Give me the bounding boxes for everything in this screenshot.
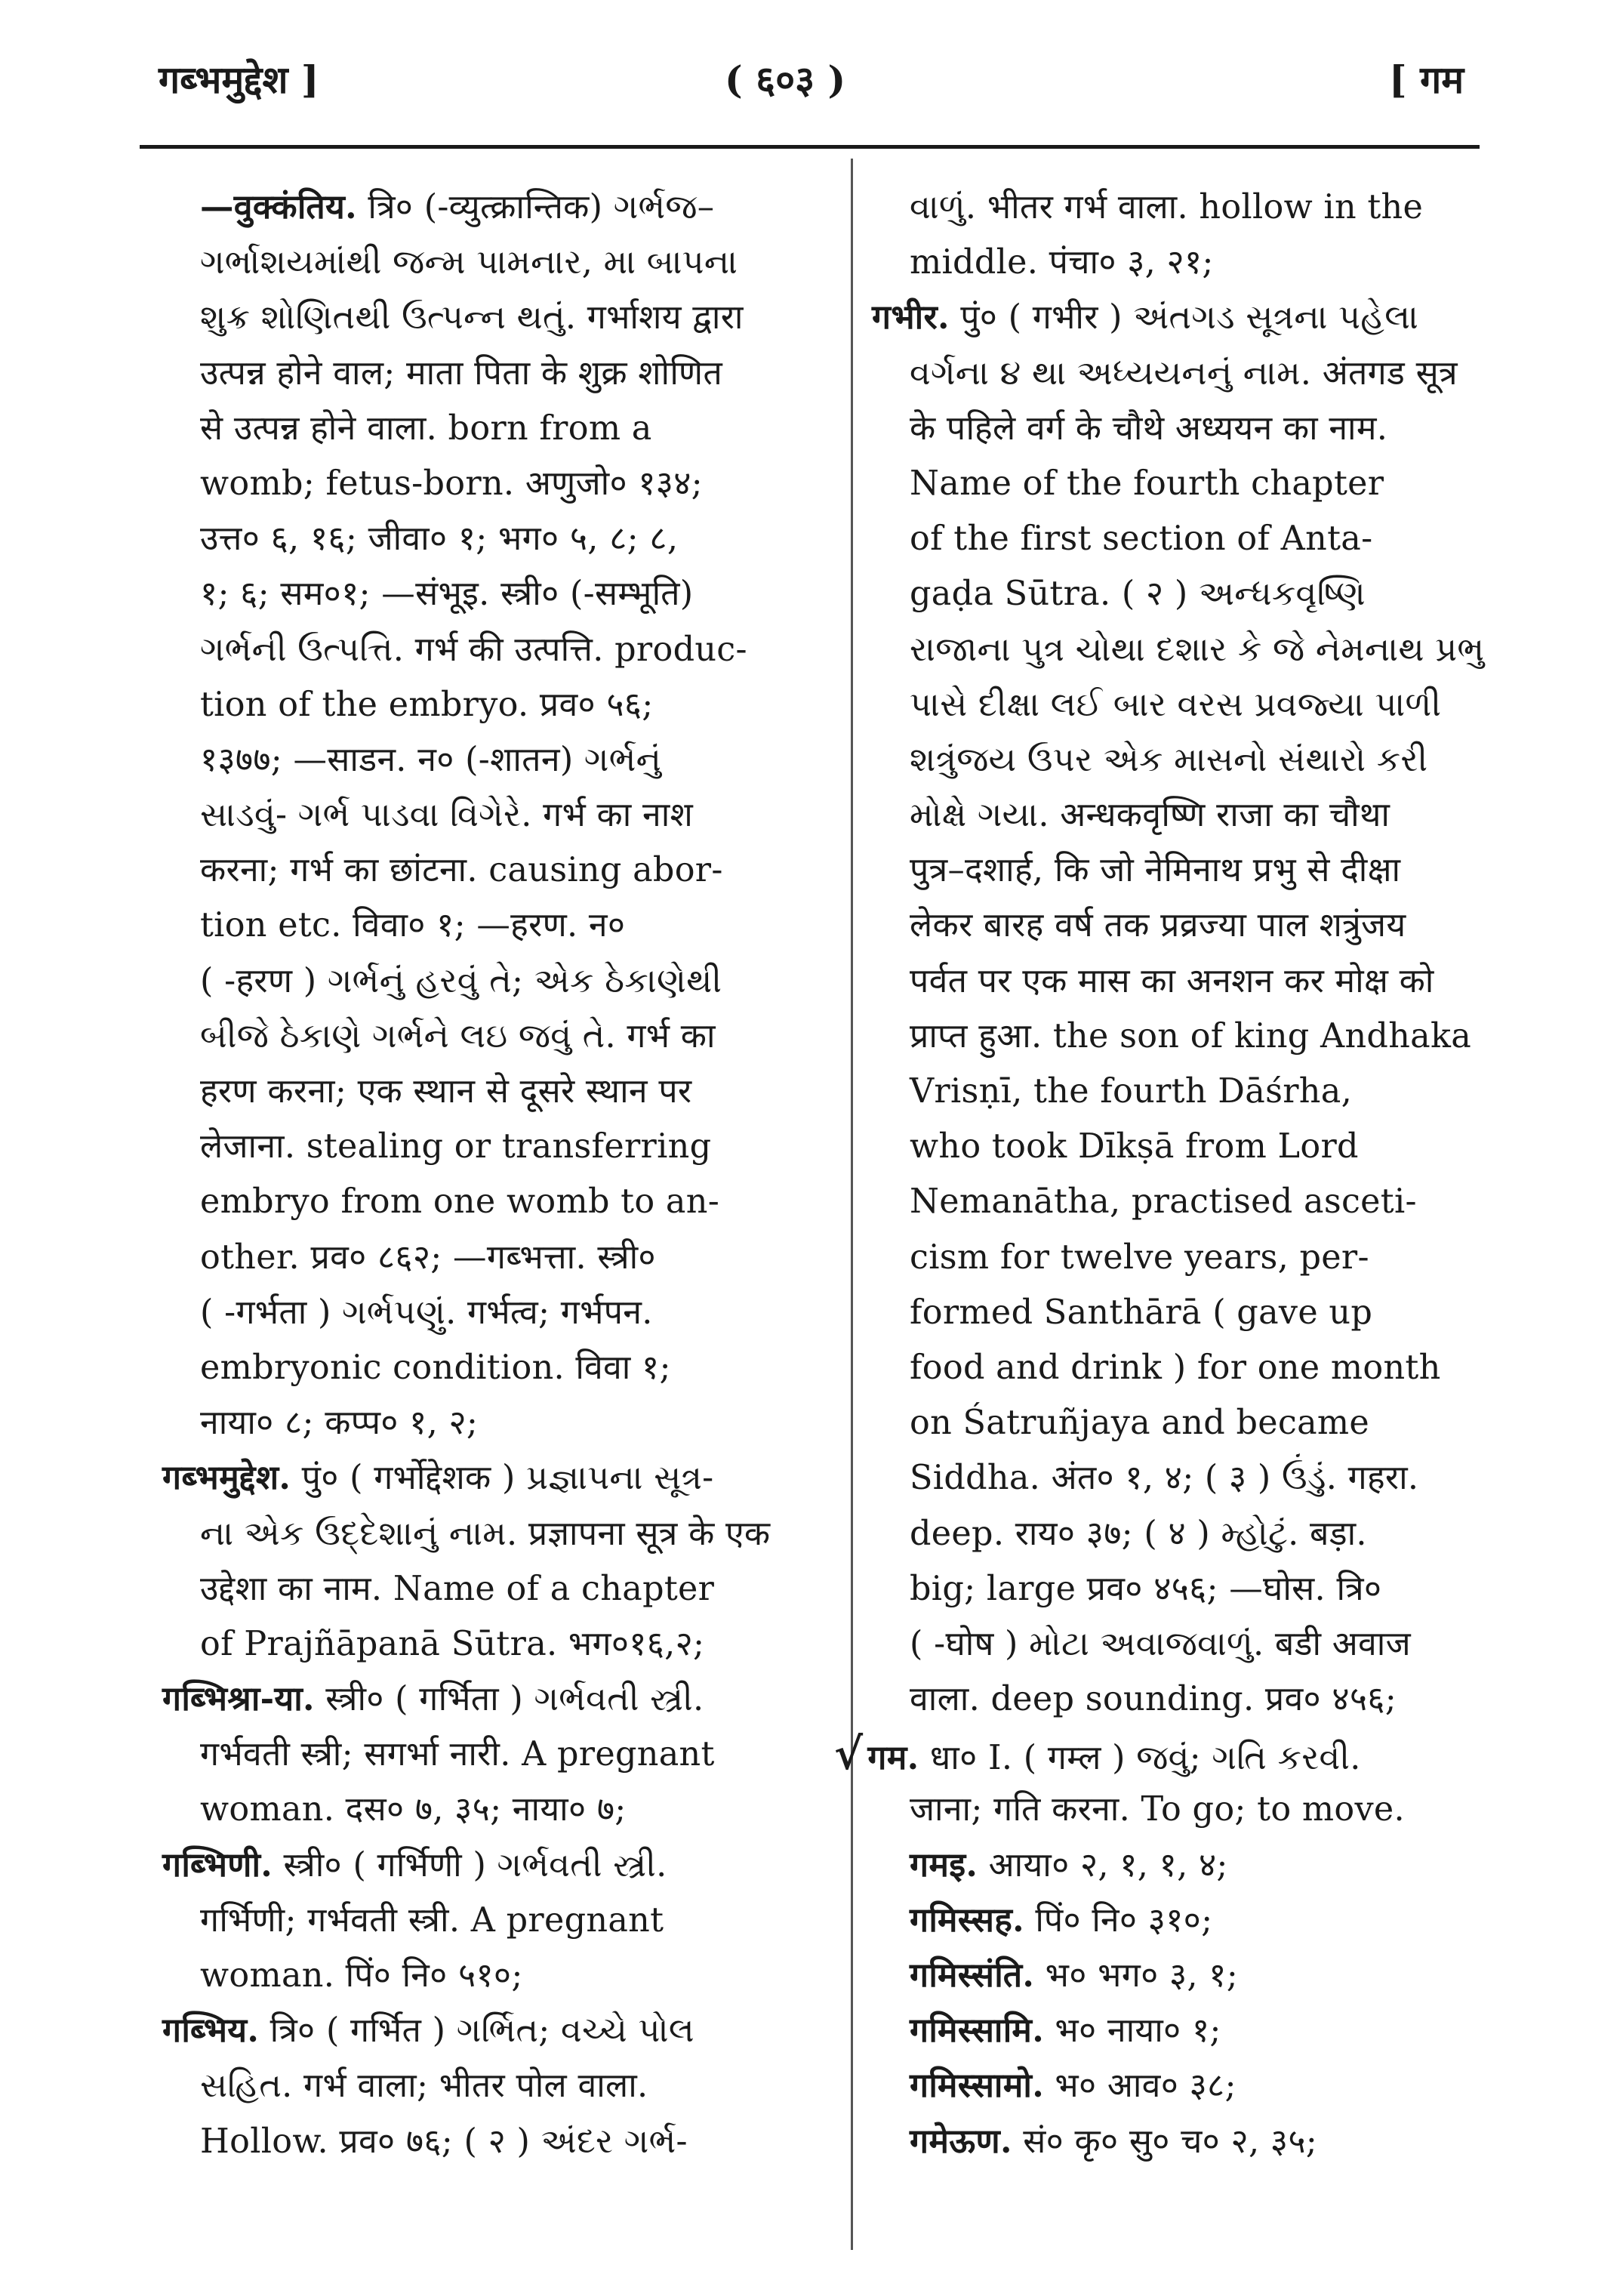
entry-text: other. प्रव० ८६२; —गब्भत्ता. स्त्री० — [200, 1237, 656, 1277]
entry-text: formed Santhārā ( gave up — [910, 1293, 1373, 1332]
entry-text: food and drink ) for one month — [910, 1348, 1441, 1387]
text-line — [162, 622, 827, 677]
text-line — [162, 1009, 827, 1064]
text-line — [162, 954, 827, 1009]
headword: गमइ. — [910, 1845, 978, 1885]
entry-text: आया० २, १, १, ४; — [978, 1845, 1228, 1885]
entry-text: उत्त० ६, १६; जीवा० १; भग० ५, ८; ८, — [200, 519, 679, 559]
entry-text: deep. राय० ३७; ( ४ ) મ્હોટું. बड़ा. — [910, 1514, 1367, 1553]
text-line — [872, 1672, 1536, 1727]
entry-text: लेजाना. stealing or transferring — [200, 1127, 712, 1166]
text-line — [162, 787, 827, 843]
text-line — [872, 787, 1536, 843]
text-line — [162, 732, 827, 787]
text-line — [872, 1064, 1536, 1119]
text-line — [872, 1561, 1536, 1616]
entry-text: Siddha. अंत० १, ४; ( ३ ) ઉંડું. गहरा. — [910, 1459, 1419, 1498]
text-line — [162, 401, 827, 456]
entry-text: woman. दस० ७, ३५; नाया० ७; — [200, 1790, 627, 1829]
headword: —वुक्कंतिय. — [200, 187, 357, 227]
text-line — [872, 1450, 1536, 1505]
entry-text: उद्देशा का नाम. Name of a chapter — [200, 1569, 715, 1608]
text-line — [162, 1782, 827, 1837]
text-line — [162, 1340, 827, 1395]
text-line — [872, 566, 1536, 621]
text-line — [162, 511, 827, 566]
text-line — [872, 954, 1536, 1009]
text-line — [162, 1285, 827, 1340]
entry-text: gaḍa Sūtra. ( २ ) અન્ધકવૃષ્ણિ — [910, 575, 1366, 614]
entry-text: पुं० ( गभीर ) અંતગડ સૂત્રના પહેલા — [949, 298, 1419, 337]
text-line — [872, 1285, 1536, 1340]
entry-text: गर्भिणी; गर्भवती स्त्री. A pregnant — [200, 1900, 664, 1940]
entry-text: સહિત. गर्भ वाला; भीतर पोल वाला. — [200, 2066, 648, 2106]
text-line — [162, 1450, 827, 1505]
text-line — [834, 1727, 1536, 1782]
text-line — [872, 1782, 1536, 1837]
entry-text: १; ६; सम०१; —संभूइ. स्त्री० (-सम्भूति) — [200, 575, 694, 614]
entry-text: भ० आव० ३८; — [1043, 2066, 1236, 2106]
entry-text: करना; गर्भ का छांटना. causing abor- — [200, 851, 723, 890]
entry-text: धा० I. ( गम्ल ) જવું; ગતિ કરવી. — [919, 1739, 1361, 1778]
text-line — [162, 1230, 827, 1285]
headword: गभीर. — [872, 297, 950, 337]
text-line — [872, 677, 1536, 732]
headword: गमिस्सामि. — [910, 2011, 1044, 2051]
text-line — [162, 2003, 827, 2058]
entry-text: स्त्री० ( गर्भिणी ) ગર્ભવતી સ્ત્રી. — [273, 1845, 667, 1885]
text-line — [872, 732, 1536, 787]
text-line — [162, 1064, 827, 1119]
entry-text: Hollow. प्रव० ७६; ( २ ) અંદર ગર્ભ- — [200, 2122, 688, 2161]
entry-text: who took Dīkṣā from Lord — [910, 1127, 1359, 1166]
text-line — [162, 566, 827, 621]
headword: गमिस्संति. — [910, 1955, 1035, 1995]
text-line — [162, 898, 827, 953]
text-line — [872, 180, 1536, 235]
entry-text: ગર્ભાશયમાંથી જન્મ પામનાર, મા બાપના — [200, 243, 738, 282]
text-line — [162, 180, 827, 235]
text-line — [872, 1340, 1536, 1395]
headword: गब्भिय. — [162, 2011, 260, 2051]
entry-text: जाना; गति करना. To go; to move. — [910, 1790, 1405, 1829]
entry-text: વર્ગના ૪ થા અધ્યયનનું નામ. अंतगड सूत्र — [910, 353, 1458, 393]
text-line — [872, 1506, 1536, 1561]
entry-text: वाला. deep sounding. प्रव० ४५६; — [910, 1680, 1397, 1719]
entry-text: लेकर बारह वर्ष तक प्रव्रज्या पाल शत्रुंजय — [910, 906, 1406, 945]
text-line — [872, 843, 1536, 898]
entry-text: middle. पंचा० ३, २१; — [910, 243, 1214, 282]
entry-text: woman. पिं० नि० ५१०; — [200, 1956, 523, 1995]
entry-text: ( -गर्भता ) ગર્ભપણું. गर्भत्व; गर्भपन. — [200, 1293, 653, 1332]
text-line — [162, 346, 827, 401]
entry-text: भ० भग० ३, १; — [1034, 1956, 1239, 1995]
entry-text: त्रि० (-व्युत्क्रान्तिक) ગર્ભજ– — [356, 188, 715, 227]
text-line — [162, 235, 827, 290]
entry-text: embryo from one womb to an- — [200, 1182, 720, 1222]
entry-text: tion etc. विवा० १; —हरण. न० — [200, 906, 626, 945]
text-line — [162, 1506, 827, 1561]
text-line — [162, 1727, 827, 1782]
text-line — [872, 1893, 1536, 1948]
headword: गब्भिश्रा-या. — [162, 1679, 315, 1719]
entry-text: on Śatruñjaya and became — [910, 1404, 1370, 1443]
entry-text: Name of the fourth chapter — [910, 464, 1384, 503]
entry-text: વાળું. भीतर गर्भ वाला. hollow in the — [910, 188, 1424, 227]
entry-text: રાજાના પુત્ર ચોથા દશાર કે જે નેમનાથ પ્રભુ — [910, 630, 1485, 669]
text-line — [162, 2058, 827, 2113]
text-line — [872, 1119, 1536, 1174]
entry-text: प्राप्त हुआ. the son of king Andhaka — [910, 1016, 1472, 1056]
entry-text: नाया० ८; कप्प० १, २; — [200, 1404, 479, 1443]
entry-text: स्त्री० ( गर्भिता ) ગર્ભવતી સ્ત્રી. — [314, 1680, 704, 1719]
text-line — [872, 290, 1536, 345]
text-line — [162, 1561, 827, 1616]
header-rule — [140, 145, 1480, 149]
column-divider — [851, 159, 853, 2250]
text-line — [162, 1893, 827, 1948]
text-line — [872, 2058, 1536, 2113]
text-line — [872, 898, 1536, 953]
right-column — [834, 180, 1536, 2169]
entry-text: cism for twelve years, per- — [910, 1237, 1369, 1277]
text-line — [872, 511, 1536, 566]
text-line — [162, 1672, 827, 1727]
entry-text: त्रि० ( गर्भित ) ગર્ભિત; વચ્ચે પોલ — [259, 2011, 694, 2051]
text-line — [162, 456, 827, 511]
entry-text: શુક્ર શોણિતથી ઉત્પન્ન થતું. गर्भाशय द्वारा — [200, 298, 744, 337]
entry-text: ( -घोष ) મોટા અવાજવાળું. बडी अवाज — [910, 1624, 1411, 1663]
text-line — [872, 346, 1536, 401]
headword: गब्भमुद्देश. — [162, 1458, 291, 1498]
text-line — [162, 1395, 827, 1450]
entry-text: के पहिले वर्ग के चौथे अध्ययन का नाम. — [910, 408, 1388, 448]
text-line — [872, 235, 1536, 290]
entry-text: सं० कृ० सु० च० २, ३५; — [1012, 2122, 1318, 2161]
text-line — [872, 2003, 1536, 2058]
entry-text: બીજે ઠેકાણે ગર્ભને લઇ જવું તે. गर्भ का — [200, 1016, 716, 1056]
text-line — [872, 622, 1536, 677]
running-head-left: गब्भमुद्देश ] — [159, 57, 319, 102]
entry-text: पुं० ( गर्भोद्देशक ) પ્રજ્ઞાપના સૂત્ર- — [291, 1459, 714, 1498]
text-line — [872, 401, 1536, 456]
entry-text: શત્રુંજય ઉપર એક માસનો સંથારો કરી — [910, 740, 1428, 779]
text-line — [162, 843, 827, 898]
text-line — [872, 1838, 1536, 1893]
text-line — [872, 1174, 1536, 1229]
entry-text: गर्भवती स्त्री; सगर्भा नारी. A pregnant — [200, 1735, 715, 1774]
text-line — [162, 1174, 827, 1229]
text-line — [872, 1009, 1536, 1064]
entry-text: પાસે દીક્ષા લઈ બાર વરસ પ્રવજ્યા પાળી — [910, 685, 1442, 724]
text-line — [162, 677, 827, 732]
entry-text: हरण करना; एक स्थान से दूसरे स्थान पर — [200, 1072, 692, 1111]
entry-text: womb; fetus-born. अणुजो० १३४; — [200, 464, 703, 503]
entry-text: મોક્ષે ગયા. अन्धकवृष्णि राजा का चौथा — [910, 796, 1390, 835]
text-line — [162, 1616, 827, 1672]
text-line — [872, 1616, 1536, 1672]
headword: गमिस्सह. — [910, 1900, 1024, 1940]
text-line — [872, 2114, 1536, 2169]
text-line — [872, 1230, 1536, 1285]
text-line — [162, 290, 827, 345]
running-head-right: [ गम — [1389, 57, 1464, 102]
entry-text: १३७७; —साडन. न० (-शातन) ગર્ભનું — [200, 740, 662, 779]
entry-text: big; large प्रव० ४५६; —घोस. त्रि० — [910, 1569, 1382, 1608]
page-number: ( ६०३ ) — [725, 57, 846, 102]
text-line — [162, 1838, 827, 1893]
check-mark-icon: √ — [834, 1728, 864, 1780]
text-line — [872, 456, 1536, 511]
entry-text: भ० नाया० १; — [1043, 2011, 1221, 2051]
text-line — [872, 1948, 1536, 2003]
headword: गमेऊण. — [910, 2121, 1012, 2161]
entry-text: पिं० नि० ३१०; — [1024, 1900, 1213, 1940]
entry-text: ગર્ભની ઉત્પત્તિ. गर्भ की उत्पत्ति. produc- — [200, 630, 747, 669]
headword: गम. — [867, 1738, 919, 1778]
text-line — [162, 2114, 827, 2169]
headword: गमिस्सामो. — [910, 2066, 1044, 2106]
text-line — [872, 1395, 1536, 1450]
text-line — [162, 1948, 827, 2003]
entry-text: Vrisṇī, the fourth Dāśrha, — [910, 1072, 1353, 1111]
entry-text: tion of the embryo. प्रव० ५६; — [200, 685, 654, 724]
entry-text: पुत्र–दशार्ह, कि जो नेमिनाथ प्रभु से दीक्षा — [910, 851, 1401, 890]
entry-text: Nemanātha, practised asceti- — [910, 1182, 1417, 1222]
entry-text: of Prajñāpanā Sūtra. भग०१६,२; — [200, 1624, 705, 1663]
entry-text: embryonic condition. विवा १; — [200, 1348, 671, 1387]
entry-text: पर्वत पर एक मास का अनशन कर मोक्ष को — [910, 961, 1434, 1000]
entry-text: उत्पन्न होने वाल; माता पिता के शुक्र शोणित — [200, 353, 722, 393]
left-column — [162, 180, 827, 2169]
entry-text: ( -हरण ) ગર્ભનું હરવું તે; એક ઠેકાણેથી — [200, 961, 722, 1000]
entry-text: of the first section of Anta- — [910, 519, 1373, 559]
headword: गब्भिणी. — [162, 1845, 273, 1885]
entry-text: સાડવું- ગર્ભ પાડવા વિગેરે. गर्भ का नाश — [200, 796, 694, 835]
entry-text: से उत्पन्न होने वाला. born from a — [200, 408, 652, 448]
text-line — [162, 1119, 827, 1174]
entry-text: ના એક ઉદ્દેશાનું નામ. प्रज्ञापना सूत्र के एक — [200, 1514, 771, 1553]
